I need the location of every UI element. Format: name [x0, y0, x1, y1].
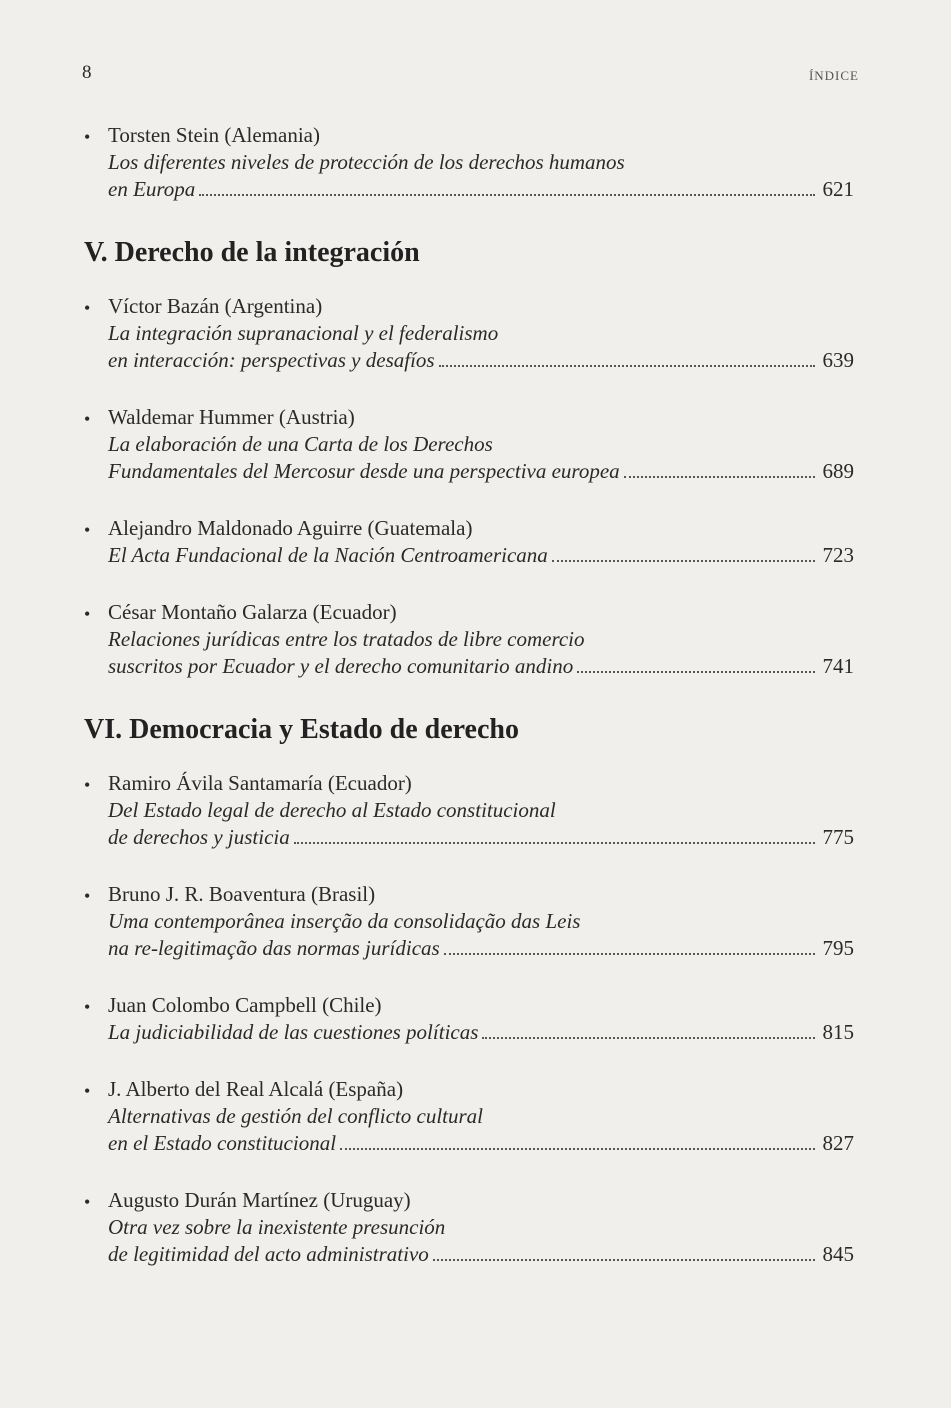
- entry-author: Víctor Bazán (Argentina): [108, 294, 323, 318]
- entry-title-line: en Europa: [108, 177, 196, 201]
- entry-page-number: 723: [822, 543, 854, 567]
- entry-page-number: 815: [822, 1020, 854, 1044]
- entry-title-line: Del Estado legal de derecho al Estado constitucional: [108, 798, 556, 822]
- toc-entry: [84, 404, 854, 485]
- bullet-icon: •: [84, 127, 91, 147]
- bullet-icon: •: [84, 520, 91, 540]
- entry-last-line: [108, 347, 854, 374]
- table-of-contents: [84, 122, 854, 1298]
- entry-page-number: 621: [822, 177, 854, 201]
- bullet-icon: •: [84, 886, 91, 906]
- entry-title-line: Los diferentes niveles de protección de los derechos humanos: [108, 150, 625, 174]
- toc-entry: [84, 992, 854, 1046]
- entry-page-number: 689: [822, 459, 854, 483]
- entry-last-line: [108, 653, 854, 680]
- entry-title-line: en el Estado constitucional: [108, 1131, 337, 1155]
- entry-page-number: 639: [822, 348, 854, 372]
- entry-last-line: [108, 542, 854, 569]
- bullet-icon: •: [84, 997, 91, 1017]
- entry-author: Torsten Stein (Alemania): [108, 123, 320, 147]
- dot-leader: [444, 953, 815, 955]
- entry-page-number: 827: [822, 1131, 854, 1155]
- toc-entry: [84, 881, 854, 962]
- entry-author: Ramiro Ávila Santamaría (Ecuador): [108, 771, 412, 795]
- toc-entry: [84, 1187, 854, 1268]
- bullet-icon: •: [84, 298, 91, 318]
- toc-entry: [84, 1076, 854, 1157]
- entry-title-line: El Acta Fundacional de la Nación Centroamericana: [108, 543, 548, 567]
- toc-entry: [84, 770, 854, 851]
- entry-author: Alejandro Maldonado Aguirre (Guatemala): [108, 516, 473, 540]
- bullet-icon: •: [84, 775, 91, 795]
- dot-leader: [439, 365, 815, 367]
- entry-page-number: 845: [822, 1242, 854, 1266]
- entry-last-line: [108, 1130, 854, 1157]
- entry-last-line: [108, 458, 854, 485]
- entry-title-line: de legitimidad del acto administrativo: [108, 1242, 429, 1266]
- entry-title-line: Fundamentales del Mercosur desde una perspectiva europea: [108, 459, 620, 483]
- dot-leader: [624, 476, 815, 478]
- toc-entry: [84, 515, 854, 569]
- entry-title-line: de derechos y justicia: [108, 825, 290, 849]
- toc-entry: [84, 122, 854, 203]
- section-title: VI. Democracia y Estado de derecho: [84, 714, 519, 745]
- entry-title-line: La judiciabilidad de las cuestiones políticas: [108, 1020, 479, 1044]
- entry-last-line: [108, 176, 854, 203]
- entry-author: J. Alberto del Real Alcalá (España): [108, 1077, 404, 1101]
- entry-title-line: Relaciones jurídicas entre los tratados de libre comercio: [108, 627, 585, 651]
- entry-title-line: na re-legitimação das normas jurídicas: [108, 936, 440, 960]
- entry-author: Waldemar Hummer (Austria): [108, 405, 355, 429]
- toc-entry: [84, 293, 854, 374]
- dot-leader: [577, 671, 814, 673]
- dot-leader: [340, 1148, 814, 1150]
- entry-author: Juan Colombo Campbell (Chile): [108, 993, 382, 1017]
- dot-leader: [552, 560, 815, 562]
- entry-title-line: Uma contemporânea inserção da consolidação das Leis: [108, 909, 581, 933]
- entry-author: Bruno J. R. Boaventura (Brasil): [108, 882, 376, 906]
- entry-title-line: en interacción: perspectivas y desafíos: [108, 348, 435, 372]
- page-number: 8: [82, 62, 92, 83]
- entry-title-line: Alternativas de gestión del conflicto cultural: [108, 1104, 484, 1128]
- bullet-icon: •: [84, 1192, 91, 1212]
- entry-last-line: [108, 1241, 854, 1268]
- entry-author: Augusto Durán Martínez (Uruguay): [108, 1188, 411, 1212]
- toc-entry: [84, 599, 854, 680]
- entry-title-line: La integración supranacional y el federalismo: [108, 321, 499, 345]
- dot-leader: [482, 1037, 814, 1039]
- entry-last-line: [108, 935, 854, 962]
- entry-page-number: 775: [822, 825, 854, 849]
- entry-title-line: suscritos por Ecuador y el derecho comunitario andino: [108, 654, 574, 678]
- bullet-icon: •: [84, 604, 91, 624]
- running-title: ÍNDICE: [808, 68, 859, 83]
- entry-page-number: 741: [822, 654, 854, 678]
- bullet-icon: •: [84, 1081, 91, 1101]
- entry-author: César Montaño Galarza (Ecuador): [108, 600, 397, 624]
- dot-leader: [199, 194, 814, 196]
- entry-last-line: [108, 1019, 854, 1046]
- entry-last-line: [108, 824, 854, 851]
- dot-leader: [294, 842, 815, 844]
- entry-page-number: 795: [822, 936, 854, 960]
- dot-leader: [433, 1259, 815, 1261]
- bullet-icon: •: [84, 409, 91, 429]
- entry-title-line: Otra vez sobre la inexistente presunción: [108, 1215, 446, 1239]
- entry-title-line: La elaboración de una Carta de los Derechos: [108, 432, 493, 456]
- section-title: V. Derecho de la integración: [84, 237, 420, 268]
